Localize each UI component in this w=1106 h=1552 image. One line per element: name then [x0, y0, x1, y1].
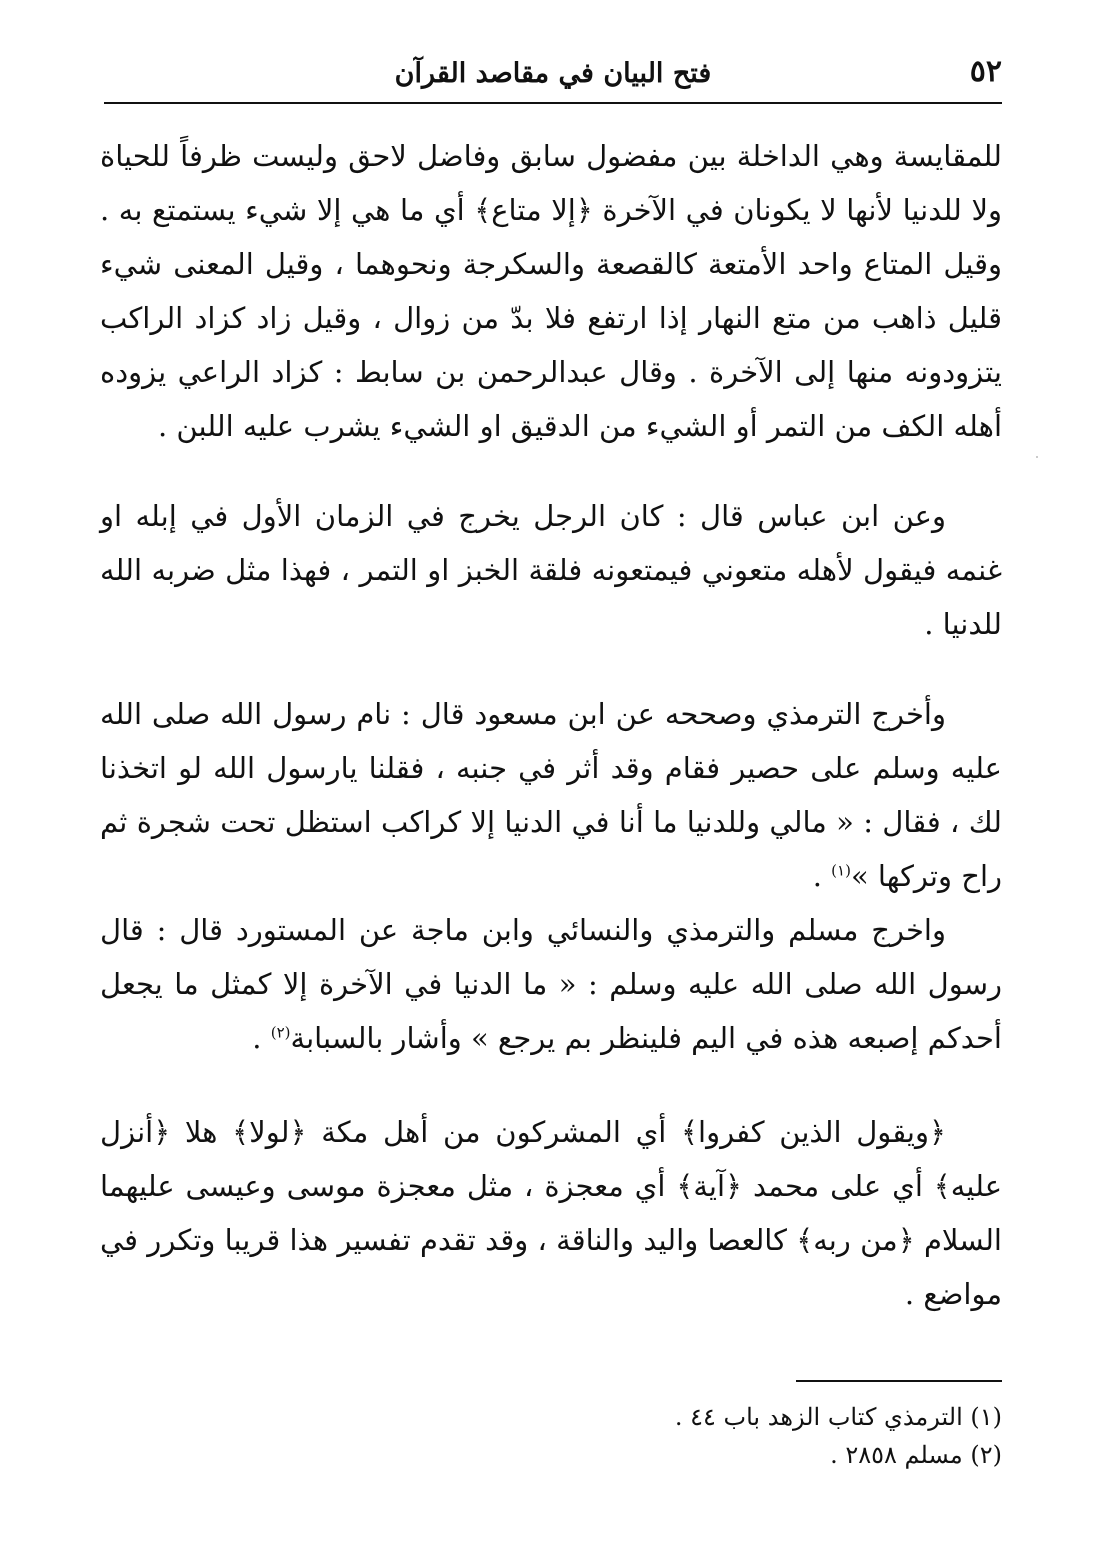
paragraph-4 — [100, 903, 1002, 1065]
paragraph-2: وعن ابن عباس قال : كان الرجل يخرج في الزمان الأول في إبله او غنمه فيقول لأهله متعوني فيمتعونه فلقة الخبز او التمر ، فهذا مثل ضربه الله للدنيا . — [100, 499, 1002, 641]
paragraph-3-text: وأخرج الترمذي وصححه عن ابن مسعود قال : نام رسول الله صلى الله عليه وسلم على حصير فقام وقد أثر في جنبه ، فقلنا يارسول الله لو اتخذنا لك ، فقال : « مالي وللدنيا ما أنا في الدنيا إلا كراكب استظل تحت شجرة ثم راح وتركها » — [100, 697, 1002, 893]
paragraph-5: ﴿ويقول الذين كفروا﴾ أي المشركون من أهل مكة ﴿لولا﴾ هلا ﴿أنزل عليه﴾ أي على محمد ﴿آية﴾ أي معجزة ، مثل معجزة موسى وعيسى عليهما السلام ﴿من ربه﴾ كالعصا واليد والناقة ، وقد تقدم تفسير هذا قريبا وتكرر في مواضع . — [100, 1115, 1002, 1311]
paragraph-1: للمقايسة وهي الداخلة بين مفضول سابق وفاضل لاحق وليست ظرفاً للحياة ولا للدنيا لأنها لا يكونان في الآخرة ﴿إلا متاع﴾ أي ما هي إلا شيء يستمتع به . وقيل المتاع واحد الأمتعة كالقصعة والسكرجة ونحوهما ، وقيل المعنى شيء قليل ذاهب من متع النهار إذا ارتفع فلا بدّ من زوال ، وقيل زاد كزاد الراكب يتزودونه منها إلى الآخرة . وقال عبدالرحمن بن سابط : كزاد الراعي يزوده أهله الكف من التمر أو الشيء من الدقيق او الشيء يشرب عليه اللبن . — [100, 139, 1002, 443]
paragraph-gap — [100, 1065, 1002, 1105]
paragraph-gap — [100, 453, 1002, 489]
paragraph-3 — [100, 687, 1002, 903]
paragraph-4-end: . — [252, 1021, 271, 1055]
main-text — [100, 129, 1002, 1321]
paragraph-3-end: . — [812, 859, 832, 893]
footnote-ref-2: (٢) — [270, 1023, 291, 1042]
page-number: ٥٢ — [969, 54, 1002, 89]
scan-speck — [1036, 456, 1038, 458]
footnote-ref-1: (١) — [831, 861, 851, 880]
running-title: فتح البيان في مقاصد القرآن — [394, 58, 712, 89]
paragraph-4-text: واخرج مسلم والترمذي والنسائي وابن ماجة عن المستورد قال : قال رسول الله صلى الله عليه وسلم : « ما الدنيا في الآخرة إلا كمثل ما يجعل أحدكم إصبعه هذه في اليم فلينظر بم يرجع » وأشار بالسبابة — [100, 913, 1002, 1055]
footnote-2: (٢) مسلم ٢٨٥٨ . — [830, 1441, 1002, 1469]
footnote-1: (١) الترمذي كتاب الزهد باب ٤٤ . — [674, 1403, 1002, 1431]
paragraph-gap — [100, 651, 1002, 687]
page-header — [104, 52, 1002, 104]
footnotes — [402, 1398, 1002, 1474]
footnote-separator — [796, 1380, 1002, 1382]
